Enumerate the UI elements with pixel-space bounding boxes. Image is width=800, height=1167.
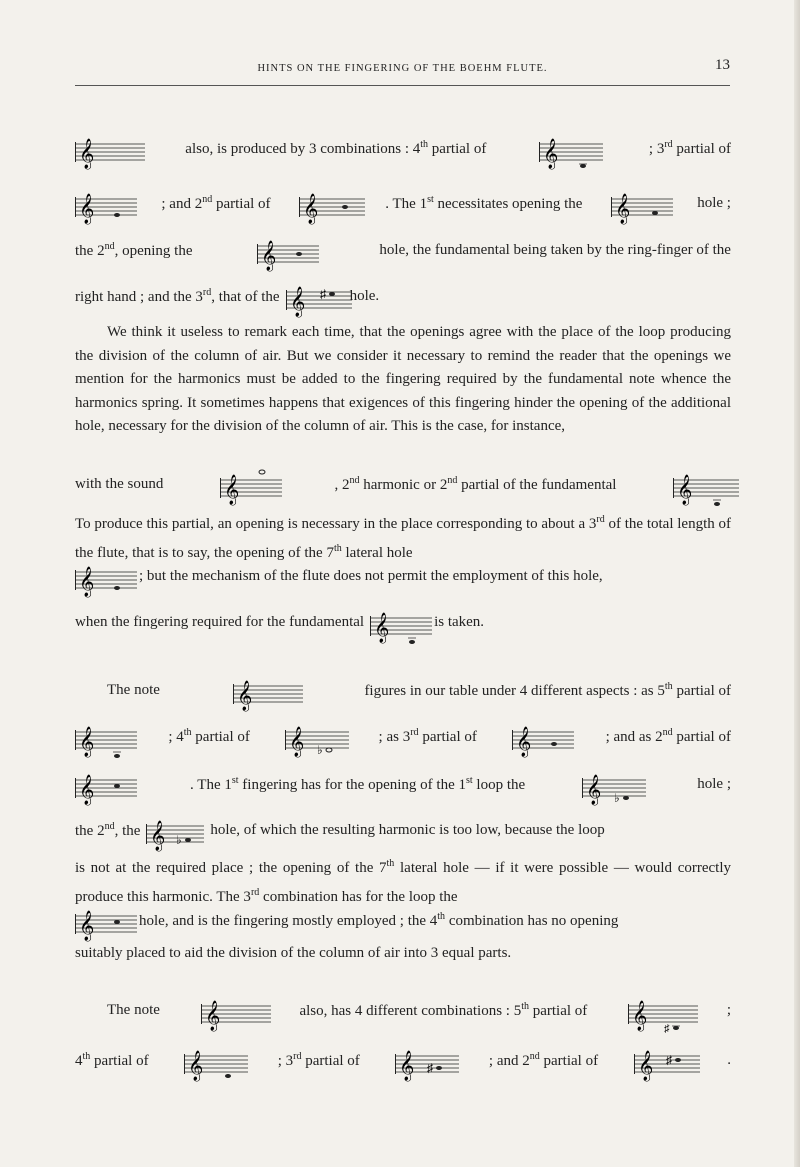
music-notation-icon [395, 1042, 453, 1081]
svg-text:𝄞: 𝄞 [150, 821, 166, 851]
svg-text:♯: ♯ [319, 287, 326, 301]
para2-line3: when the fingering required for the fundamental 𝄞 is taken. [75, 604, 731, 640]
para1-line3: the 2nd, opening the 𝄞 hole, the fundamental being taken by the ring-finger of the [75, 232, 731, 268]
page-edge [794, 0, 800, 1167]
svg-text:𝄞: 𝄞 [542, 139, 558, 169]
svg-text:𝄞: 𝄞 [79, 911, 95, 941]
svg-text:𝄞: 𝄞 [676, 475, 693, 505]
page-header [75, 55, 730, 86]
music-notation-icon [582, 766, 640, 805]
music-notation-icon [201, 992, 259, 1031]
svg-text:♯: ♯ [665, 1053, 672, 1067]
music-notation-icon [233, 672, 291, 711]
para1-line2: 𝄞 ; and 2nd partial of 𝄞 . The 1st necessitates opening the 𝄞 hole ; [75, 185, 731, 221]
music-notation-icon [75, 766, 133, 805]
para4-line2: 4th partial of 𝄞 ; 3rd partial of 𝄞 ♯ ; and 2nd partial of 𝄞 ♯ . [75, 1042, 731, 1078]
svg-text:𝄞: 𝄞 [614, 194, 631, 224]
para4-line1: The note 𝄞 also, has 4 different combinations : 5th partial of 𝄞 ♯ ; [75, 992, 731, 1028]
music-notation-icon [75, 185, 133, 224]
music-notation-icon [539, 130, 597, 169]
music-notation-icon [146, 812, 204, 851]
svg-text:𝄞: 𝄞 [79, 567, 95, 597]
music-notation-icon [75, 558, 133, 597]
svg-text:𝄞: 𝄞 [237, 681, 253, 711]
music-notation-icon [634, 1042, 692, 1081]
music-notation-icon [286, 278, 344, 317]
svg-text:♯: ♯ [427, 1061, 434, 1075]
para3-line5: 𝄞 hole, and is the fingering mostly employed ; the 4th combination has no opening [75, 902, 731, 938]
svg-text:𝄞: 𝄞 [289, 287, 305, 317]
para1-line1: 𝄞 also, is produced by 3 combinations : 4th partial of 𝄞 ; 3rd partial of [75, 130, 731, 166]
svg-text:𝄞: 𝄞 [260, 241, 277, 271]
svg-text:𝄞: 𝄞 [79, 727, 95, 757]
svg-text:𝄞: 𝄞 [302, 194, 319, 224]
para3-text: is not at the required place ; the opening of the 7th lateral hole — if it were possible — would correctly produce this harmonic. The 3rd combination has for the loop the [75, 858, 731, 905]
svg-text:♭: ♭ [176, 833, 183, 847]
music-notation-icon [75, 718, 133, 757]
para3-line1: The note 𝄞 figures in our table under 4 different aspects : as 5th partial of [75, 672, 731, 708]
svg-text:𝄞: 𝄞 [223, 475, 240, 505]
para3-line4: the 2nd, the 𝄞 ♭ hole, of which the resulting harmonic is too low, because the loop [75, 812, 731, 848]
music-notation-icon [75, 902, 133, 941]
music-notation-icon [370, 604, 428, 643]
music-notation-icon [257, 232, 315, 271]
svg-text:𝄞: 𝄞 [374, 613, 390, 643]
para3-line6: suitably placed to aid the division of the column of air into 3 equal parts. [75, 945, 512, 961]
svg-text:𝄞: 𝄞 [289, 727, 305, 757]
svg-text:𝄞: 𝄞 [399, 1051, 415, 1081]
svg-text:𝄞: 𝄞 [188, 1051, 204, 1081]
music-notation-icon [285, 718, 343, 757]
svg-text:𝄞: 𝄞 [586, 775, 602, 805]
para3-line2: 𝄞 ; 4th partial of 𝄞 ♭ ; as 3rd partial of 𝄞 ; and as 2nd partial of [75, 718, 731, 754]
music-notation-icon [611, 185, 669, 224]
para2-line2: 𝄞 ; but the mechanism of the flute does not permit the employment of this hole, [75, 558, 731, 594]
page-number: 13 [715, 57, 730, 73]
music-notation-icon [299, 185, 357, 224]
para2-text2: To produce this partial, an opening is necessary in the place corresponding to about a 3rd of the total length of the flute, that is to say, the opening of the 7th lateral hole [75, 514, 732, 561]
running-head: HINTS ON THE FINGERING OF THE BOEHM FLUTE. [257, 63, 548, 74]
music-notation-icon [628, 992, 686, 1035]
para1-line4: right hand ; and the 3rd, that of the 𝄞 ♯ hole. [75, 278, 731, 314]
music-notation-icon [220, 466, 278, 505]
music-notation-icon [184, 1042, 242, 1081]
svg-text:𝄞: 𝄞 [637, 1051, 653, 1081]
svg-text:𝄞: 𝄞 [632, 1001, 648, 1031]
svg-text:𝄞: 𝄞 [79, 775, 95, 805]
svg-text:𝄞: 𝄞 [204, 1001, 221, 1031]
svg-text:♭: ♭ [317, 743, 323, 757]
svg-text:𝄞: 𝄞 [79, 194, 95, 224]
svg-text:𝄞: 𝄞 [516, 727, 532, 757]
para2-line-sound: with the sound 𝄞 , 2nd harmonic or 2nd partial of the fundamental 𝄞 [75, 466, 731, 502]
svg-text:𝄞: 𝄞 [79, 139, 95, 169]
music-notation-icon [512, 718, 570, 757]
music-notation-icon [673, 466, 731, 505]
music-notation-icon [75, 130, 133, 169]
svg-text:♭: ♭ [614, 791, 620, 805]
svg-text:♯: ♯ [664, 1023, 670, 1035]
para2-text: We think it useless to remark each time, that the openings agree with the place of the loop producing the division of the column of air. But we consider it necessary to remind the reader that the openings we mention for the harmonics must be added to the fingering required by the fundamental note whence the harmonics spring. It sometimes happens that exigences of this fingering hinder the opening of the additional hole, necessary for the division of the column of air. This is the case, for instance, [75, 324, 731, 434]
para3-line3: 𝄞 . The 1st fingering has for the opening of the 1st loop the 𝄞 ♭ hole ; [75, 766, 731, 802]
